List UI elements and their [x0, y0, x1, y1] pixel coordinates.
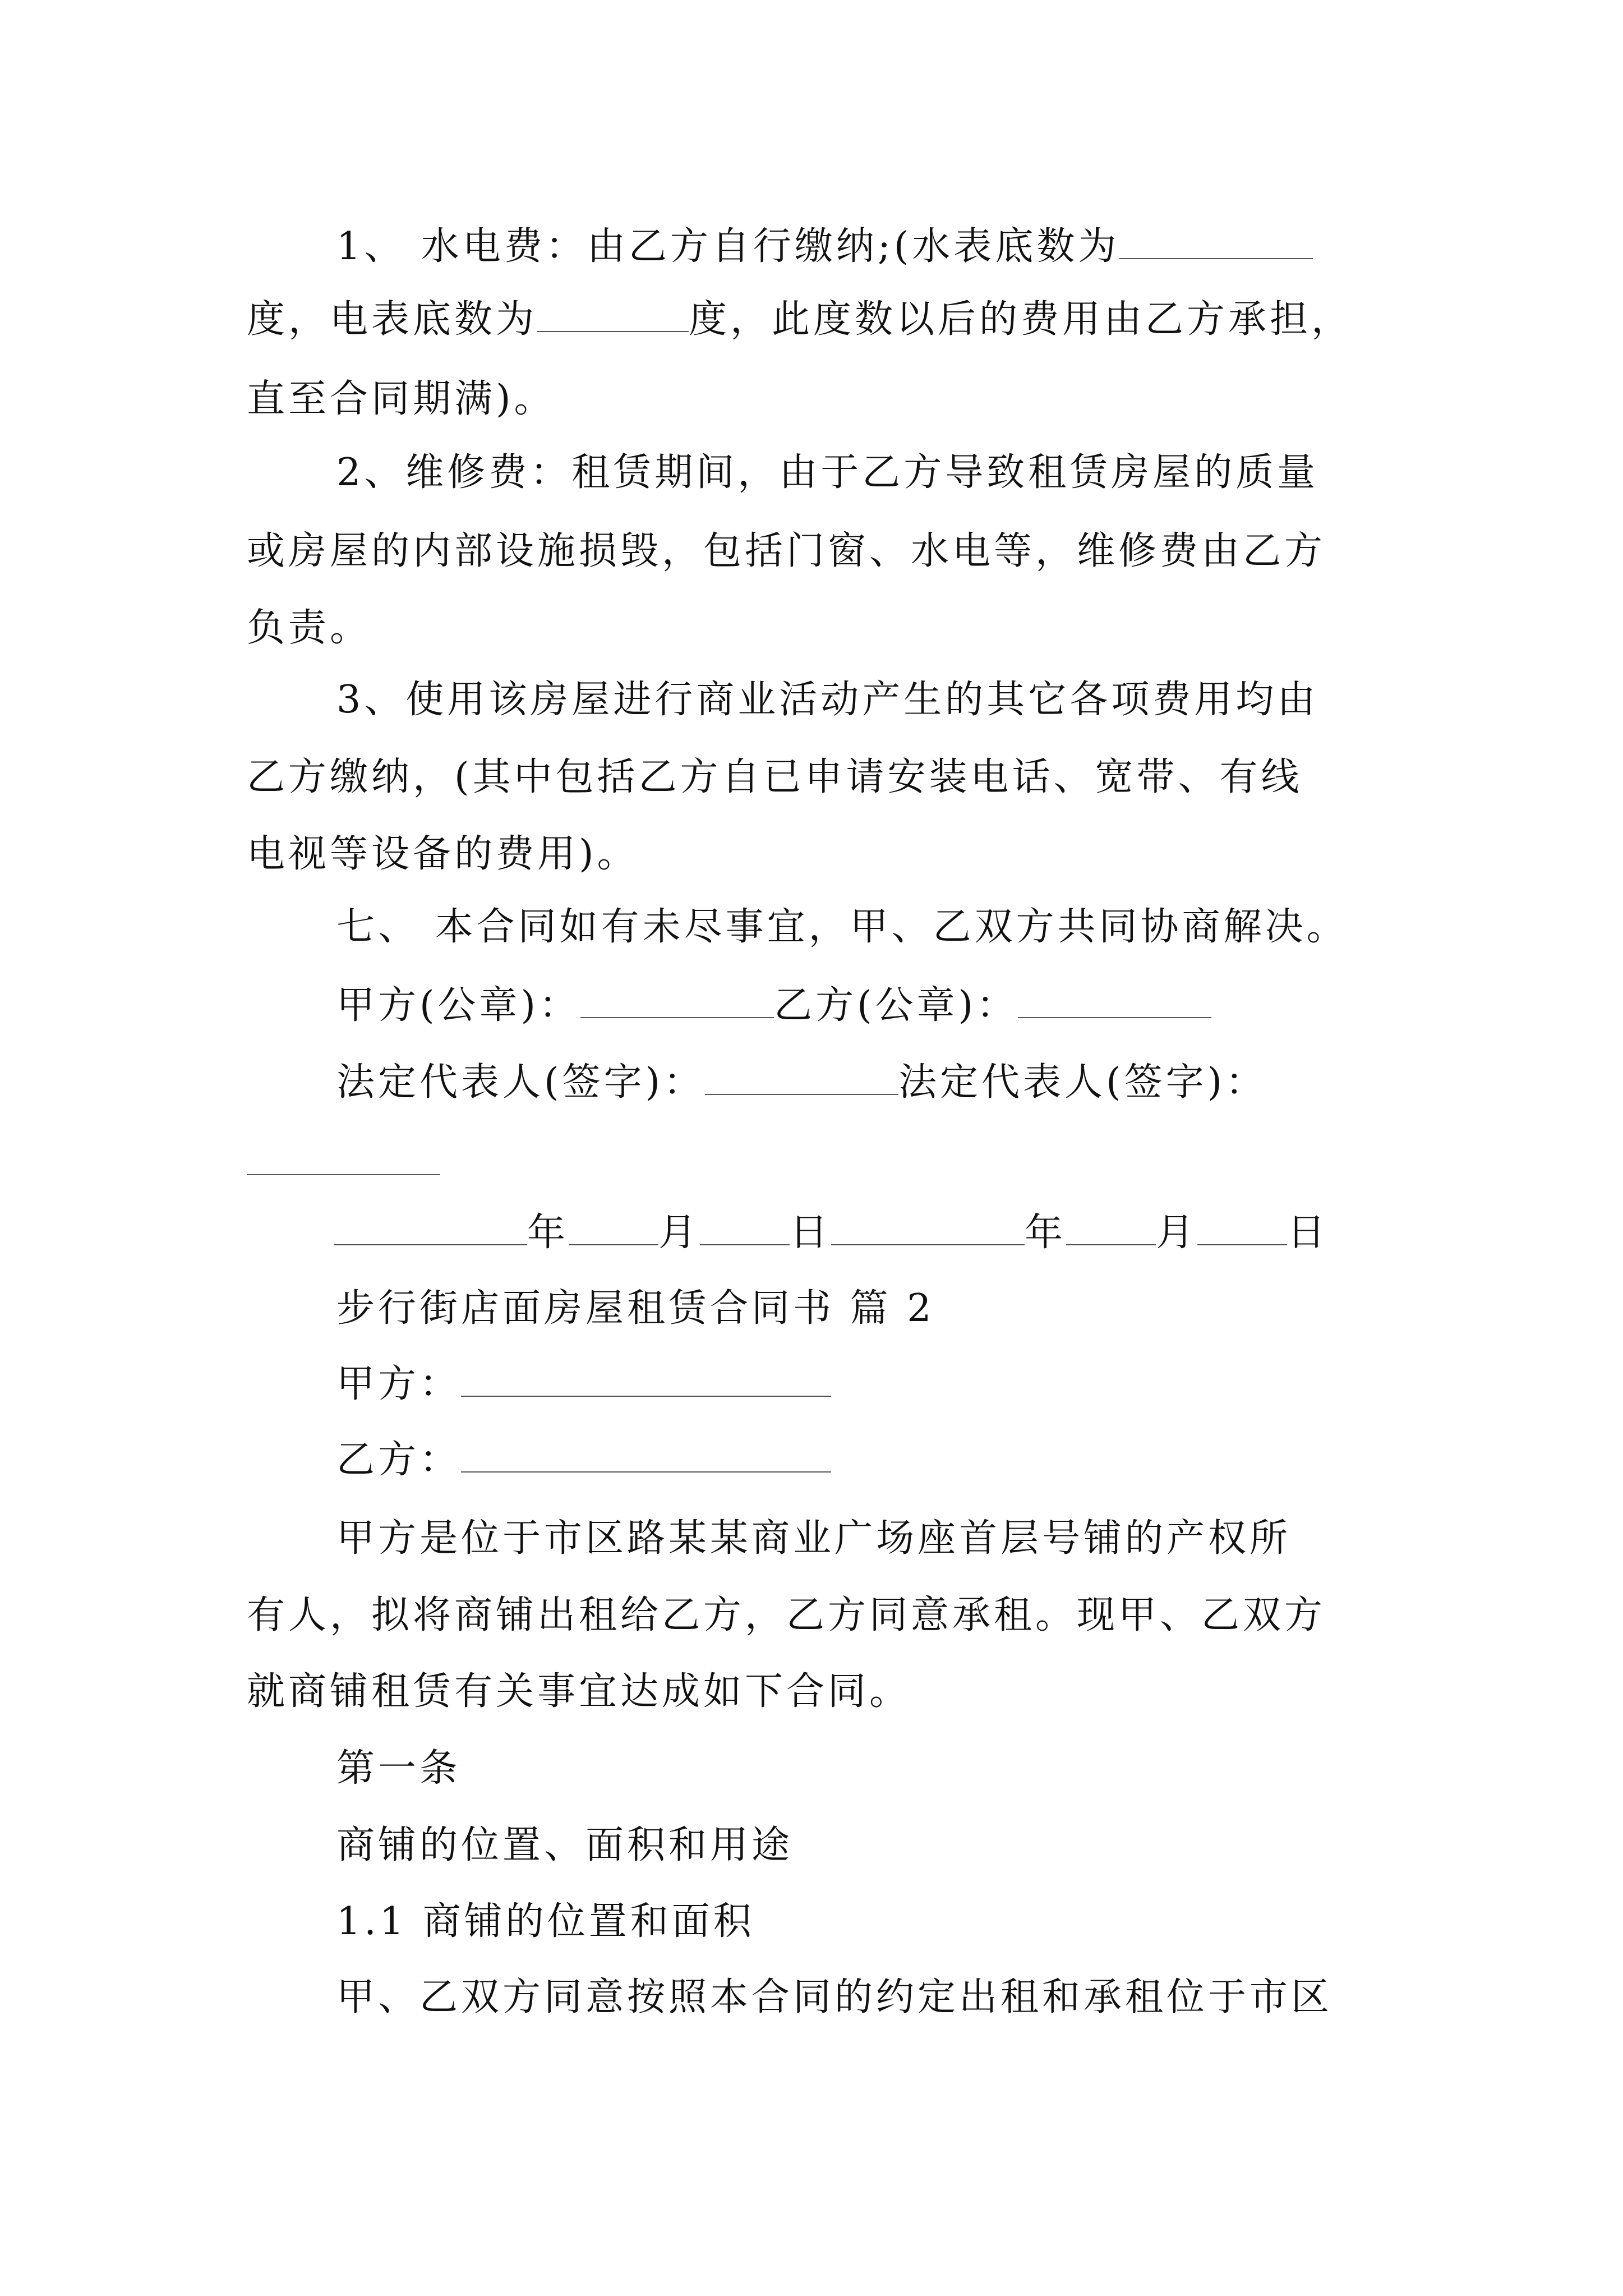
item-2-text: 2、维修费：租赁期间，由于乙方导致租赁房屋的质量 [336, 450, 1319, 495]
representative-line [336, 1055, 1267, 1111]
section-1-1-label: 1.1 商铺的位置和面积 [336, 1899, 755, 1944]
contract-title-2 [336, 1281, 935, 1337]
item-3-text-end: 电视等设备的费用)。 [247, 832, 639, 876]
party-a-line [336, 1356, 831, 1412]
item-2-text-end: 负责。 [247, 606, 372, 650]
section-1-1-text: 甲、乙双方同意按照本合同的约定出租和承租位于市区 [336, 1975, 1333, 2019]
month-blank-a [569, 1213, 658, 1245]
intro-line-3 [247, 1664, 911, 1720]
item-1-text-end: 直至合同期满)。 [247, 377, 556, 421]
item-3-line-2 [247, 749, 1303, 806]
party-b-rep-blank [247, 1174, 440, 1175]
item-3-text-cont: 乙方缴纳，(其中包括乙方自已申请安装电话、宽带、有线 [247, 755, 1303, 799]
item-3-line-3 [247, 826, 639, 882]
year-blank-b [831, 1213, 1025, 1245]
article-1-label: 第一条 [336, 1746, 462, 1791]
party-a-blank [461, 1364, 831, 1397]
party-b-blank [461, 1440, 831, 1473]
item-1-text: 1、 水电费：由乙方自行缴纳;(水表底数为 [336, 224, 1120, 269]
party-b-rep-label: 法定代表人(签字)： [898, 1060, 1267, 1105]
day-label-b: 日 [1287, 1211, 1329, 1255]
party-a-label: 甲方： [336, 1362, 462, 1406]
year-label-a: 年 [527, 1211, 569, 1255]
contract-title-2-text: 步行街店面房屋租赁合同书 篇 2 [336, 1286, 935, 1331]
water-meter-blank [1119, 227, 1313, 259]
article-7-text: 七、 本合同如有未尽事宜，甲、乙双方共同协商解决。 [336, 905, 1348, 949]
electric-meter-blank [537, 300, 689, 332]
party-b-line [336, 1432, 831, 1488]
intro-text-end: 就商铺租赁有关事宜达成如下合同。 [247, 1669, 911, 1714]
day-label-a: 日 [790, 1211, 832, 1255]
item-1-line-3 [247, 371, 556, 427]
month-blank-b [1066, 1213, 1156, 1245]
seal-line [336, 978, 1211, 1034]
party-b-seal-label: 乙方(公章)： [774, 983, 1018, 1028]
item-2-line-3 [247, 600, 371, 656]
item-2-line-1 [336, 445, 1318, 501]
year-label-b: 年 [1025, 1211, 1067, 1255]
day-blank-b [1197, 1213, 1287, 1245]
intro-line-1 [336, 1511, 1291, 1567]
year-blank-a [334, 1213, 527, 1245]
section-1-1-heading [336, 1894, 755, 1950]
day-blank-a [700, 1213, 790, 1245]
item-1-text-cont-2: 度，此度数以后的费用由乙方承担， [689, 297, 1353, 342]
item-3-text: 3、使用该房屋进行商业活动产生的其它各项费用均由 [336, 678, 1319, 722]
section-1-1-text-line [336, 1970, 1332, 2026]
item-3-line-1 [336, 672, 1318, 728]
item-2-line-2 [247, 523, 1326, 579]
intro-line-2 [247, 1588, 1326, 1644]
party-b-label: 乙方： [336, 1438, 462, 1482]
party-a-rep-label: 法定代表人(签字)： [336, 1060, 706, 1105]
intro-text: 甲方是位于市区路某某商业广场座首层号铺的产权所 [336, 1516, 1292, 1561]
item-2-text-cont: 或房屋的内部设施损毁，包括门窗、水电等，维修费由乙方 [247, 529, 1326, 573]
article-1-title [336, 1818, 793, 1874]
month-label-b: 月 [1156, 1211, 1198, 1255]
article-7 [336, 899, 1348, 955]
article-1-heading [336, 1741, 461, 1797]
article-1-title-text: 商铺的位置、面积和用途 [336, 1823, 794, 1867]
item-1-line-1 [336, 219, 1313, 275]
item-1-line-2 [247, 292, 1353, 348]
month-label-a: 月 [658, 1211, 700, 1255]
intro-text-cont: 有人，拟将商铺出租给乙方，乙方同意承租。现甲、乙双方 [247, 1593, 1326, 1637]
party-a-seal-blank [580, 986, 774, 1018]
party-a-seal-label: 甲方(公章)： [336, 983, 581, 1028]
date-line [334, 1205, 1329, 1261]
party-b-seal-blank [1018, 986, 1211, 1018]
item-1-text-cont: 度，电表底数为 [247, 297, 538, 342]
party-a-rep-blank [705, 1062, 898, 1095]
